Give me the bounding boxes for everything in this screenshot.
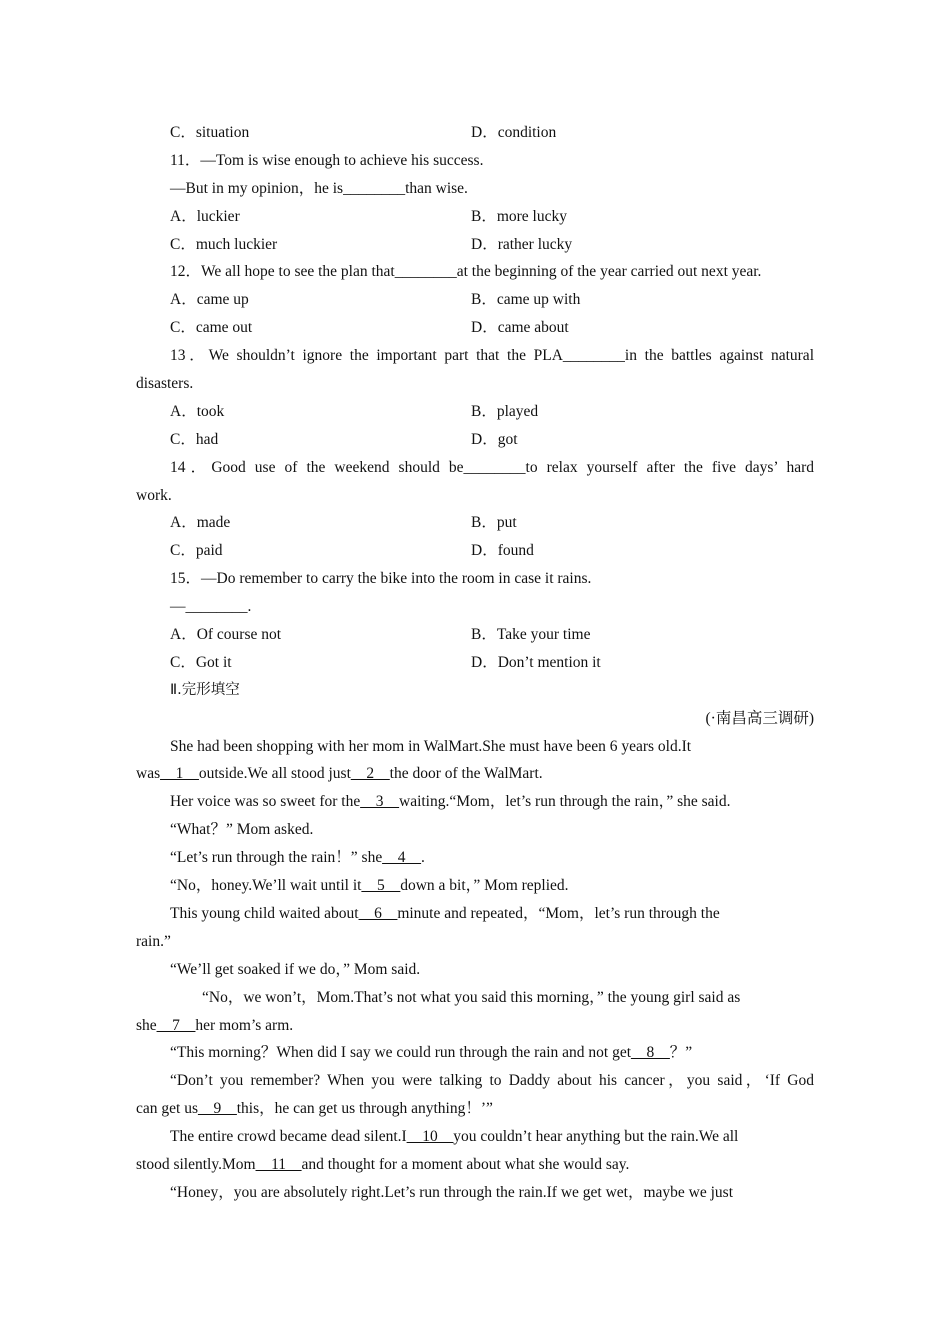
blank-4: __4__ (382, 849, 421, 867)
blank-11: __11__ (255, 1155, 302, 1173)
passage-line: rain.” (136, 932, 171, 950)
q12-option-d: D．came about (471, 319, 569, 337)
q14-stem: 14．Good use of the weekend should be________to relax yourself after the five days’ hard (170, 458, 814, 476)
q15-reply: —________. (170, 598, 252, 616)
q12-options-ab (136, 286, 814, 314)
q13-stem-continued: disasters. (136, 375, 194, 393)
q12-option-b: B．came up with (471, 291, 581, 309)
q14-option-d: D．found (471, 542, 534, 560)
blank-5: __5__ (361, 877, 401, 895)
blank-9: __9__ (197, 1100, 237, 1118)
blank-8: __8__ (631, 1044, 670, 1062)
passage-line: “What？” Mom asked. (170, 821, 314, 839)
passage-line: She had been shopping with her mom in WalMart.She must have been 6 years old.It (170, 737, 692, 755)
q11-options-ab (136, 203, 814, 231)
q15-option-a: A．Of course not (170, 626, 282, 644)
q13-options-cd (136, 426, 814, 454)
q13-options-ab (136, 398, 814, 426)
q15-option-d: D．Don’t mention it (471, 653, 601, 671)
q12-stem: 12．We all hope to see the plan that________at the beginning of the year carried out next year. (170, 263, 762, 281)
q13-stem: 13．We shouldn’t ignore the important part that the PLA________in the battles against natural (170, 347, 814, 365)
q14-option-b: B．put (471, 514, 517, 532)
q11-option-c: C．much luckier (170, 235, 278, 253)
q13-option-a: A．took (170, 402, 225, 420)
q11-option-d: D．rather lucky (471, 235, 573, 253)
passage-line: stood silently.Mom__11__and thought for a moment about what she would say. (136, 1155, 630, 1173)
q10-option-c: C．situation (170, 124, 250, 141)
q14-option-c: C．paid (170, 542, 223, 560)
q15-options-cd (136, 649, 814, 677)
q11-option-a: A．luckier (170, 207, 240, 225)
section-heading: Ⅱ.完形填空 (170, 681, 240, 698)
passage-line: was__1__outside.We all stood just__2__the door of the WalMart. (136, 765, 543, 783)
blank-1: __1__ (160, 765, 199, 783)
passage-line: “This morning？When did I say we could run through the rain and not get__8__？” (170, 1044, 693, 1062)
q10-options-cd (136, 119, 814, 147)
passage-line: Her voice was so sweet for the__3__waiting.“Mom，let’s run through the rain，” she said. (170, 793, 731, 811)
passage-line: “Let’s run through the rain！” she__4__. (170, 849, 425, 867)
q10-option-d: D．condition (471, 124, 557, 141)
q14-options-cd (136, 537, 814, 565)
blank-3: __3__ (360, 793, 399, 811)
q14-option-a: A．made (170, 514, 231, 532)
q15-option-c: C．Got it (170, 653, 232, 671)
passage-line: “No，honey.We’ll wait until it__5__down a bit，” Mom replied. (170, 877, 569, 895)
passage-line: This young child waited about__6__minute and repeated，“Mom，let’s run through the (170, 904, 720, 922)
blank-2: __2__ (350, 765, 390, 783)
passage-line: “We’ll get soaked if we do，” Mom said. (170, 960, 421, 978)
q13-option-c: C．had (170, 430, 219, 448)
q15-stem: 15．—Do remember to carry the bike into the room in case it rains. (170, 570, 592, 588)
q11-options-cd (136, 231, 814, 259)
q12-options-cd (136, 314, 814, 342)
passage-line: “No，we won’t，Mom.That’s not what you said this morning，” the young girl said as (202, 988, 741, 1006)
q12-option-c: C．came out (170, 319, 253, 337)
q11-stem: 11．—Tom is wise enough to achieve his success. (170, 151, 484, 169)
document-page (136, 119, 814, 1207)
q14-options-ab (136, 509, 814, 537)
q11-option-b: B．more lucky (471, 207, 567, 225)
blank-7: __7__ (156, 1016, 196, 1034)
passage-line: “Honey，you are absolutely right.Let’s run through the rain.If we get wet，maybe we just (170, 1183, 734, 1201)
passage-line: The entire crowd became dead silent.I__10__you couldn’t hear anything but the rain.We all (170, 1128, 739, 1146)
q11-reply: —But in my opinion，he is________than wise. (170, 179, 468, 197)
q13-option-b: B．played (471, 402, 539, 420)
q12-option-a: A．came up (170, 291, 249, 309)
passage-line: can get us__9__this，he can get us through anything！’” (136, 1100, 493, 1118)
q15-options-ab (136, 621, 814, 649)
passage-line: “Don’t you remember? When you were talking to Daddy about his cancer，you said，‘If God (170, 1072, 814, 1090)
q13-option-d: D．got (471, 430, 518, 448)
blank-6: __6__ (358, 904, 398, 922)
section-source: (·南昌高三调研) (705, 709, 814, 727)
q14-stem-continued: work. (136, 486, 172, 504)
blank-10: __10__ (406, 1128, 454, 1146)
q15-option-b: B．Take your time (471, 626, 591, 644)
passage-line: she__7__her mom’s arm. (136, 1016, 294, 1034)
